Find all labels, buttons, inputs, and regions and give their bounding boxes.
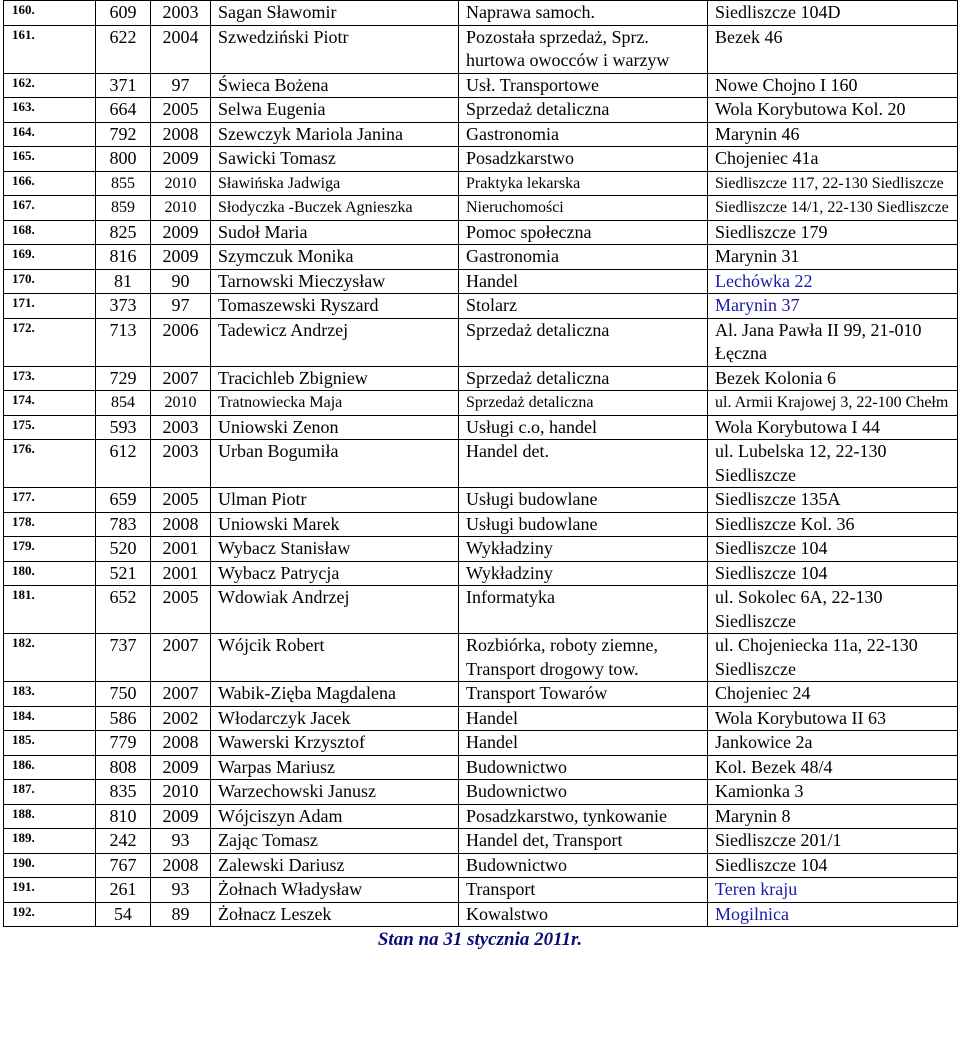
entry-number-cell: 261	[96, 878, 151, 903]
business-activity-cell: Usługi budowlane	[459, 512, 708, 537]
table-row	[4, 73, 958, 98]
entry-number-cell: 659	[96, 488, 151, 513]
entry-number-cell: 859	[96, 196, 151, 221]
year-cell: 2010	[151, 196, 211, 221]
owner-name-cell: Wybacz Patrycja	[211, 561, 459, 586]
address-cell: Siedliszcze 104	[708, 853, 958, 878]
address-cell: ul. Armii Krajowej 3, 22-100 Chełm	[708, 391, 958, 416]
row-number-cell: 167.	[4, 196, 96, 221]
row-number-cell: 183.	[4, 682, 96, 707]
year-cell: 2002	[151, 706, 211, 731]
entry-number-cell: 816	[96, 245, 151, 270]
entry-number-cell: 664	[96, 98, 151, 123]
table-row	[4, 171, 958, 196]
business-register-table	[3, 0, 958, 927]
owner-name-cell: Zalewski Dariusz	[211, 853, 459, 878]
entry-number-cell: 810	[96, 804, 151, 829]
address-cell: Marynin 37	[708, 294, 958, 319]
business-activity-cell: Budownictwo	[459, 853, 708, 878]
row-number-cell: 174.	[4, 391, 96, 416]
business-activity-cell: Usł. Transportowe	[459, 73, 708, 98]
address-cell: Al. Jana Pawła II 99, 21-010 Łęczna	[708, 318, 958, 366]
business-activity-cell: Handel det, Transport	[459, 829, 708, 854]
business-activity-cell: Pomoc społeczna	[459, 220, 708, 245]
year-cell: 2009	[151, 804, 211, 829]
row-number-cell: 166.	[4, 171, 96, 196]
business-activity-cell: Sprzedaż detaliczna	[459, 391, 708, 416]
address-cell: Teren kraju	[708, 878, 958, 903]
table-row	[4, 512, 958, 537]
row-number-cell: 178.	[4, 512, 96, 537]
year-cell: 2007	[151, 634, 211, 682]
address-cell: Siedliszcze 135A	[708, 488, 958, 513]
year-cell: 2004	[151, 25, 211, 73]
table-row	[4, 269, 958, 294]
business-activity-cell: Handel	[459, 269, 708, 294]
table-row	[4, 147, 958, 172]
address-cell: Siedliszcze Kol. 36	[708, 512, 958, 537]
row-number-cell: 168.	[4, 220, 96, 245]
row-number-cell: 180.	[4, 561, 96, 586]
address-cell: Nowe Chojno I 160	[708, 73, 958, 98]
owner-name-cell: Sawicki Tomasz	[211, 147, 459, 172]
entry-number-cell: 783	[96, 512, 151, 537]
table-row	[4, 804, 958, 829]
table-row	[4, 634, 958, 682]
table-row	[4, 682, 958, 707]
entry-number-cell: 855	[96, 171, 151, 196]
row-number-cell: 162.	[4, 73, 96, 98]
table-row	[4, 245, 958, 270]
business-activity-cell: Informatyka	[459, 586, 708, 634]
owner-name-cell: Słodyczka -Buczek Agnieszka	[211, 196, 459, 221]
owner-name-cell: Żołnach Władysław	[211, 878, 459, 903]
business-activity-cell: Wykładziny	[459, 561, 708, 586]
table-row	[4, 488, 958, 513]
business-activity-cell: Handel	[459, 706, 708, 731]
business-activity-cell: Pozostała sprzedaż, Sprz. hurtowa owocców i warzyw	[459, 25, 708, 73]
entry-number-cell: 750	[96, 682, 151, 707]
address-cell: Siedliszcze 14/1, 22-130 Siedliszcze	[708, 196, 958, 221]
owner-name-cell: Tadewicz Andrzej	[211, 318, 459, 366]
year-cell: 2006	[151, 318, 211, 366]
table-body	[4, 1, 958, 927]
row-number-cell: 177.	[4, 488, 96, 513]
entry-number-cell: 593	[96, 415, 151, 440]
year-cell: 2010	[151, 780, 211, 805]
row-number-cell: 189.	[4, 829, 96, 854]
owner-name-cell: Wybacz Stanisław	[211, 537, 459, 562]
business-activity-cell: Gastronomia	[459, 122, 708, 147]
year-cell: 2008	[151, 512, 211, 537]
address-cell: Siedliszcze 104	[708, 561, 958, 586]
year-cell: 97	[151, 73, 211, 98]
address-cell: Lechówka 22	[708, 269, 958, 294]
table-row	[4, 98, 958, 123]
address-cell: Mogilnica	[708, 902, 958, 927]
owner-name-cell: Warpas Mariusz	[211, 755, 459, 780]
business-activity-cell: Naprawa samoch.	[459, 1, 708, 26]
entry-number-cell: 54	[96, 902, 151, 927]
address-cell: Siedliszcze 201/1	[708, 829, 958, 854]
business-activity-cell: Praktyka lekarska	[459, 171, 708, 196]
entry-number-cell: 652	[96, 586, 151, 634]
business-activity-cell: Transport Towarów	[459, 682, 708, 707]
year-cell: 2009	[151, 245, 211, 270]
owner-name-cell: Wójcik Robert	[211, 634, 459, 682]
entry-number-cell: 767	[96, 853, 151, 878]
address-cell: Siedliszcze 117, 22-130 Siedliszcze	[708, 171, 958, 196]
table-row	[4, 586, 958, 634]
owner-name-cell: Uniowski Zenon	[211, 415, 459, 440]
table-row	[4, 196, 958, 221]
row-number-cell: 190.	[4, 853, 96, 878]
address-cell: ul. Sokolec 6A, 22-130 Siedliszcze	[708, 586, 958, 634]
entry-number-cell: 521	[96, 561, 151, 586]
status-date-footer: Stan na 31 stycznia 2011r.	[377, 929, 583, 950]
row-number-cell: 188.	[4, 804, 96, 829]
entry-number-cell: 800	[96, 147, 151, 172]
entry-number-cell: 520	[96, 537, 151, 562]
owner-name-cell: Warzechowski Janusz	[211, 780, 459, 805]
year-cell: 2010	[151, 391, 211, 416]
business-activity-cell: Usługi budowlane	[459, 488, 708, 513]
year-cell: 2009	[151, 755, 211, 780]
business-activity-cell: Sprzedaż detaliczna	[459, 98, 708, 123]
business-activity-cell: Transport	[459, 878, 708, 903]
address-cell: Chojeniec 24	[708, 682, 958, 707]
owner-name-cell: Szymczuk Monika	[211, 245, 459, 270]
entry-number-cell: 609	[96, 1, 151, 26]
entry-number-cell: 808	[96, 755, 151, 780]
owner-name-cell: Selwa Eugenia	[211, 98, 459, 123]
owner-name-cell: Tarnowski Mieczysław	[211, 269, 459, 294]
row-number-cell: 192.	[4, 902, 96, 927]
year-cell: 2007	[151, 682, 211, 707]
entry-number-cell: 779	[96, 731, 151, 756]
year-cell: 2001	[151, 537, 211, 562]
row-number-cell: 161.	[4, 25, 96, 73]
address-cell: Bezek 46	[708, 25, 958, 73]
year-cell: 93	[151, 878, 211, 903]
owner-name-cell: Sagan Sławomir	[211, 1, 459, 26]
entry-number-cell: 622	[96, 25, 151, 73]
owner-name-cell: Szwedziński Piotr	[211, 25, 459, 73]
business-activity-cell: Posadzkarstwo	[459, 147, 708, 172]
year-cell: 2008	[151, 853, 211, 878]
row-number-cell: 185.	[4, 731, 96, 756]
entry-number-cell: 729	[96, 366, 151, 391]
table-row	[4, 853, 958, 878]
row-number-cell: 163.	[4, 98, 96, 123]
row-number-cell: 171.	[4, 294, 96, 319]
table-row	[4, 829, 958, 854]
address-cell: Jankowice 2a	[708, 731, 958, 756]
address-cell: Wola Korybutowa II 63	[708, 706, 958, 731]
table-row	[4, 440, 958, 488]
row-number-cell: 187.	[4, 780, 96, 805]
year-cell: 97	[151, 294, 211, 319]
year-cell: 90	[151, 269, 211, 294]
row-number-cell: 169.	[4, 245, 96, 270]
table-row	[4, 318, 958, 366]
business-activity-cell: Usługi c.o, handel	[459, 415, 708, 440]
entry-number-cell: 586	[96, 706, 151, 731]
entry-number-cell: 825	[96, 220, 151, 245]
address-cell: Siedliszcze 104	[708, 537, 958, 562]
table-row	[4, 122, 958, 147]
row-number-cell: 172.	[4, 318, 96, 366]
table-row	[4, 731, 958, 756]
row-number-cell: 179.	[4, 537, 96, 562]
business-activity-cell: Sprzedaż detaliczna	[459, 318, 708, 366]
owner-name-cell: Sudoł Maria	[211, 220, 459, 245]
entry-number-cell: 242	[96, 829, 151, 854]
address-cell: Wola Korybutowa Kol. 20	[708, 98, 958, 123]
business-activity-cell: Sprzedaż detaliczna	[459, 366, 708, 391]
table-row	[4, 537, 958, 562]
entry-number-cell: 612	[96, 440, 151, 488]
owner-name-cell: Włodarczyk Jacek	[211, 706, 459, 731]
table-row	[4, 366, 958, 391]
row-number-cell: 184.	[4, 706, 96, 731]
year-cell: 2010	[151, 171, 211, 196]
business-activity-cell: Wykładziny	[459, 537, 708, 562]
year-cell: 2005	[151, 488, 211, 513]
address-cell: Kamionka 3	[708, 780, 958, 805]
year-cell: 2009	[151, 147, 211, 172]
table-row	[4, 415, 958, 440]
owner-name-cell: Wabik-Zięba Magdalena	[211, 682, 459, 707]
row-number-cell: 181.	[4, 586, 96, 634]
row-number-cell: 173.	[4, 366, 96, 391]
address-cell: Chojeniec 41a	[708, 147, 958, 172]
year-cell: 2009	[151, 220, 211, 245]
table-row	[4, 25, 958, 73]
address-cell: Marynin 46	[708, 122, 958, 147]
row-number-cell: 186.	[4, 755, 96, 780]
business-activity-cell: Handel	[459, 731, 708, 756]
entry-number-cell: 371	[96, 73, 151, 98]
address-cell: Siedliszcze 179	[708, 220, 958, 245]
entry-number-cell: 854	[96, 391, 151, 416]
row-number-cell: 165.	[4, 147, 96, 172]
address-cell: ul. Lubelska 12, 22-130 Siedliszcze	[708, 440, 958, 488]
owner-name-cell: Tratnowiecka Maja	[211, 391, 459, 416]
entry-number-cell: 835	[96, 780, 151, 805]
business-activity-cell: Handel det.	[459, 440, 708, 488]
year-cell: 2003	[151, 1, 211, 26]
entry-number-cell: 792	[96, 122, 151, 147]
table-row	[4, 780, 958, 805]
entry-number-cell: 81	[96, 269, 151, 294]
year-cell: 2005	[151, 586, 211, 634]
address-cell: Kol. Bezek 48/4	[708, 755, 958, 780]
owner-name-cell: Sławińska Jadwiga	[211, 171, 459, 196]
row-number-cell: 164.	[4, 122, 96, 147]
owner-name-cell: Ulman Piotr	[211, 488, 459, 513]
entry-number-cell: 713	[96, 318, 151, 366]
row-number-cell: 160.	[4, 1, 96, 26]
year-cell: 2005	[151, 98, 211, 123]
row-number-cell: 176.	[4, 440, 96, 488]
row-number-cell: 182.	[4, 634, 96, 682]
address-cell: Bezek Kolonia 6	[708, 366, 958, 391]
year-cell: 2003	[151, 415, 211, 440]
table-row	[4, 220, 958, 245]
entry-number-cell: 373	[96, 294, 151, 319]
table-row	[4, 706, 958, 731]
business-activity-cell: Stolarz	[459, 294, 708, 319]
table-row	[4, 391, 958, 416]
business-activity-cell: Gastronomia	[459, 245, 708, 270]
address-cell: Siedliszcze 104D	[708, 1, 958, 26]
table-row	[4, 561, 958, 586]
year-cell: 2001	[151, 561, 211, 586]
row-number-cell: 175.	[4, 415, 96, 440]
table-row	[4, 1, 958, 26]
address-cell: Marynin 31	[708, 245, 958, 270]
business-activity-cell: Budownictwo	[459, 780, 708, 805]
owner-name-cell: Tracichleb Zbigniew	[211, 366, 459, 391]
year-cell: 2007	[151, 366, 211, 391]
table-row	[4, 878, 958, 903]
owner-name-cell: Tomaszewski Ryszard	[211, 294, 459, 319]
owner-name-cell: Zając Tomasz	[211, 829, 459, 854]
business-activity-cell: Posadzkarstwo, tynkowanie	[459, 804, 708, 829]
business-activity-cell: Rozbiórka, roboty ziemne, Transport drogowy tow.	[459, 634, 708, 682]
owner-name-cell: Urban Bogumiła	[211, 440, 459, 488]
address-cell: ul. Chojeniecka 11a, 22-130 Siedliszcze	[708, 634, 958, 682]
year-cell: 93	[151, 829, 211, 854]
address-cell: Wola Korybutowa I 44	[708, 415, 958, 440]
entry-number-cell: 737	[96, 634, 151, 682]
year-cell: 2003	[151, 440, 211, 488]
business-activity-cell: Nieruchomości	[459, 196, 708, 221]
row-number-cell: 170.	[4, 269, 96, 294]
table-row	[4, 294, 958, 319]
owner-name-cell: Uniowski Marek	[211, 512, 459, 537]
table-row	[4, 902, 958, 927]
row-number-cell: 191.	[4, 878, 96, 903]
owner-name-cell: Wdowiak Andrzej	[211, 586, 459, 634]
owner-name-cell: Wójciszyn Adam	[211, 804, 459, 829]
table-row	[4, 755, 958, 780]
address-cell: Marynin 8	[708, 804, 958, 829]
year-cell: 2008	[151, 122, 211, 147]
owner-name-cell: Szewczyk Mariola Janina	[211, 122, 459, 147]
owner-name-cell: Wawerski Krzysztof	[211, 731, 459, 756]
owner-name-cell: Świeca Bożena	[211, 73, 459, 98]
business-activity-cell: Kowalstwo	[459, 902, 708, 927]
owner-name-cell: Żołnacz Leszek	[211, 902, 459, 927]
year-cell: 2008	[151, 731, 211, 756]
business-activity-cell: Budownictwo	[459, 755, 708, 780]
year-cell: 89	[151, 902, 211, 927]
